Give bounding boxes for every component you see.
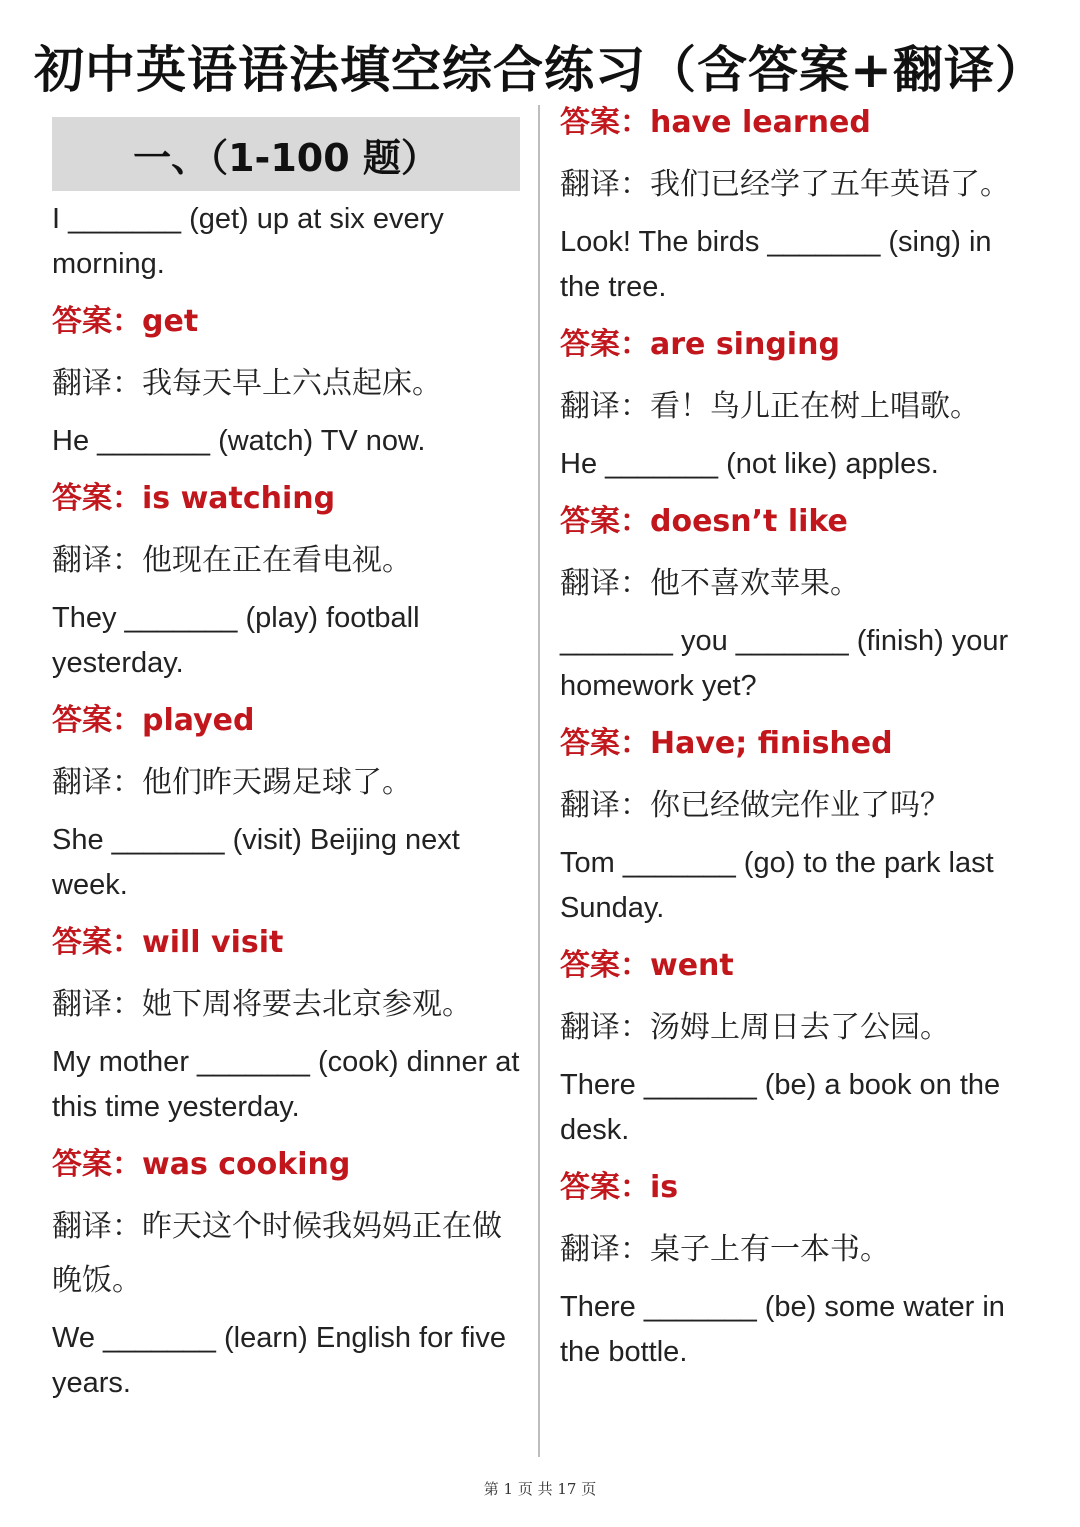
answer-text: 答案：is watching xyxy=(52,481,336,516)
translation-text: 翻译：汤姆上周日去了公园。 xyxy=(560,1010,950,1045)
answer-text: 答案：doesn’t like xyxy=(560,504,848,539)
answer-text: 答案：are singing xyxy=(560,327,840,362)
answer-text: 答案：Have; finished xyxy=(560,726,893,761)
answer-text: 答案：get xyxy=(52,304,199,339)
translation-text: 翻译：她下周将要去北京参观。 xyxy=(52,987,472,1022)
answer-text: 答案：was cooking xyxy=(52,1147,351,1182)
translation-text: 翻译：昨天这个时候我妈妈正在做晚饭。 xyxy=(52,1209,502,1298)
answer-text: 答案：is xyxy=(560,1170,679,1205)
answer-text: 答案：played xyxy=(52,703,255,738)
answer-text: 答案：have learned xyxy=(560,105,871,140)
question-text: My mother _______ (cook) dinner at this time yesterday. xyxy=(52,1046,520,1123)
translation-text: 翻译：他们昨天踢足球了。 xyxy=(52,765,412,800)
section-header: 一、（1-100 题） xyxy=(52,117,520,191)
translation-text: 翻译：他现在正在看电视。 xyxy=(52,543,412,578)
answer-text: 答案：went xyxy=(560,948,734,983)
question-text: She _______ (visit) Beijing next week. xyxy=(52,824,460,901)
question-text: There _______ (be) some water in the bottle. xyxy=(560,1291,1005,1368)
page-title: 初中英语语法填空综合练习（含答案+翻译） xyxy=(34,41,1046,99)
question-text: I _______ (get) up at six every morning. xyxy=(52,203,444,280)
column-divider xyxy=(538,105,540,1457)
right-column xyxy=(560,100,1030,1387)
question-text: There _______ (be) a book on the desk. xyxy=(560,1069,1001,1146)
left-column xyxy=(52,117,522,1418)
translation-text: 翻译：我每天早上六点起床。 xyxy=(52,366,442,401)
question-text: Tom _______ (go) to the park last Sunday. xyxy=(560,847,994,924)
translation-text: 翻译：他不喜欢苹果。 xyxy=(560,566,860,601)
question-text: Look! The birds _______ (sing) in the tree. xyxy=(560,226,992,303)
question-text: _______ you _______ (finish) your homework yet? xyxy=(560,625,1009,702)
translation-text: 翻译：你已经做完作业了吗？ xyxy=(560,788,950,823)
question-text: He _______ (not like) apples. xyxy=(560,448,939,480)
translation-text: 翻译：桌子上有一本书。 xyxy=(560,1232,890,1267)
question-text: They _______ (play) football yesterday. xyxy=(52,602,420,679)
question-text: He _______ (watch) TV now. xyxy=(52,425,426,457)
translation-text: 翻译：看！鸟儿正在树上唱歌。 xyxy=(560,389,980,424)
translation-text: 翻译：我们已经学了五年英语了。 xyxy=(560,167,1010,202)
page-number: 第 1 页 共 17 页 xyxy=(483,1480,597,1498)
answer-text: 答案：will visit xyxy=(52,925,284,960)
question-text: We _______ (learn) English for five years. xyxy=(52,1322,507,1399)
